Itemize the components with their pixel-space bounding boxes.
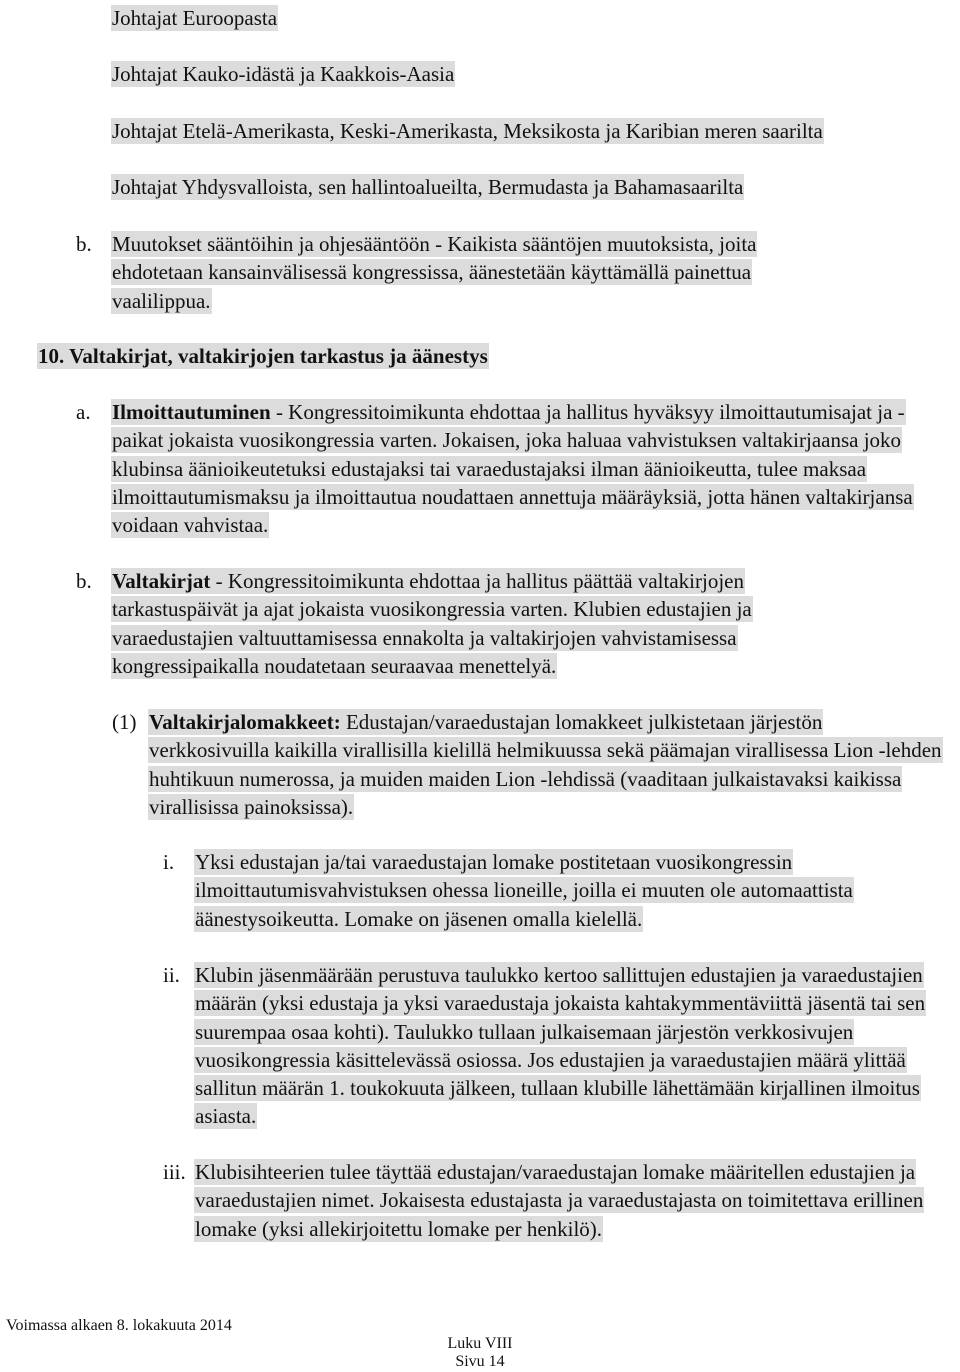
footer-chapter: Luku VIII bbox=[447, 1335, 513, 1352]
footer-effective-date: Voimassa alkaen 8. lokakuuta 2014 bbox=[6, 1317, 232, 1334]
top-line-1: Johtajat Euroopasta bbox=[112, 6, 278, 30]
footer-page-number: Sivu 14 bbox=[455, 1353, 505, 1370]
sub-1-bold: Valtakirjalomakkeet: bbox=[149, 710, 341, 734]
item-a-bold: Ilmoittautuminen bbox=[112, 400, 271, 424]
item-b-prev-text: Muutokset sääntöihin ja ohjesääntöön - Kaikista sääntöjen muutoksista, joita ehdotetaan kansainvälisessä kongressissa, äänestetään käyttämällä painettua vaalilippua. bbox=[112, 232, 757, 313]
roman-ii-text: Klubin jäsenmäärään perustuva taulukko kertoo sallittujen edustajien ja varaedustajien määrän (yksi edustaja ja yksi varaedustaja jokaista kahtakymmentäviittä jäsentä tai sen suurempaa osaa kohti). Taulukko tullaan julkaisemaan järjestön verkkosivujen vuosikongressia käsittelevässä osiossa. Jos edustajien ja varaedustajien määrä ylittää sallitun määrän 1. toukokuuta jälkeen, tullaan klubille lähettämään kirjallinen ilmoitus asiasta. bbox=[195, 963, 926, 1129]
top-line-2: Johtajat Kauko-idästä ja Kaakkois-Aasia bbox=[112, 62, 455, 86]
item-b-bold: Valtakirjat bbox=[112, 569, 211, 593]
roman-iii-label: iii. bbox=[163, 1160, 186, 1184]
roman-ii-label: ii. bbox=[163, 963, 180, 987]
top-line-3: Johtajat Etelä-Amerikasta, Keski-Amerikasta, Meksikosta ja Karibian meren saarilta bbox=[112, 119, 823, 143]
roman-iii-text: Klubisihteerien tulee täyttää edustajan/varaedustajan lomake määritellen edustajien ja varaedustajien nimet. Jokaisesta edustajasta ja varaedustajasta on toimitettava erillinen lomake (yksi allekirjoitettu lomake per henkilö). bbox=[195, 1160, 924, 1241]
roman-i-text: Yksi edustajan ja/tai varaedustajan lomake postitetaan vuosikongressin ilmoittautumisvahvistuksen ohessa lioneille, joilla ei muuten ole automaattista äänestysoikeutta. Lomake on jäsenen omalla kielellä. bbox=[195, 850, 853, 931]
item-b-prev-label: b. bbox=[76, 232, 92, 256]
item-b-text: Valtakirjat - Kongressitoimikunta ehdottaa ja hallitus päättää valtakirjojen tarkastuspäivät ja ajat jokaista vuosikongressia varten. Klubien edustajien ja varaedustajien valtuuttamisessa ennakolta ja valtakirjojen vahvistamisessa kongressipaikalla noudatetaan seuraavaa menettelyä. bbox=[112, 569, 752, 678]
item-a-label: a. bbox=[76, 400, 91, 424]
section-heading: 10. Valtakirjat, valtakirjojen tarkastus ja äänestys bbox=[38, 344, 488, 368]
item-b-label: b. bbox=[76, 569, 92, 593]
sub-1-text: Valtakirjalomakkeet: Edustajan/varaedustajan lomakkeet julkistetaan järjestön verkkosivuilla kaikilla virallisilla kielillä helmikuussa sekä päämajan virallisessa Lion -lehden huhtikuun numerossa, ja muiden maiden Lion -lehdissä (vaaditaan julkaistavaksi kaikissa virallisissa painoksissa). bbox=[149, 710, 942, 819]
top-line-4: Johtajat Yhdysvalloista, sen hallintoalueilta, Bermudasta ja Bahamasaarilta bbox=[112, 175, 744, 199]
sub-1-label: (1) bbox=[112, 710, 137, 734]
item-a-text: Ilmoittautuminen - Kongressitoimikunta ehdottaa ja hallitus hyväksyy ilmoittautumisajat ja - paikat jokaista vuosikongressia varten. Jokaisen, joka haluaa vahvistuksen valtakirjaansa joko klubinsa äänioikeutetuksi edustajaksi tai varaedustajaksi ilman äänioikeutta, tulee maksaa ilmoittautumismaksu ja ilmoittautua noudattaen annettuja määräyksiä, jotta hänen valtakirjansa voidaan vahvistaa. bbox=[112, 400, 913, 538]
roman-i-label: i. bbox=[163, 850, 175, 874]
